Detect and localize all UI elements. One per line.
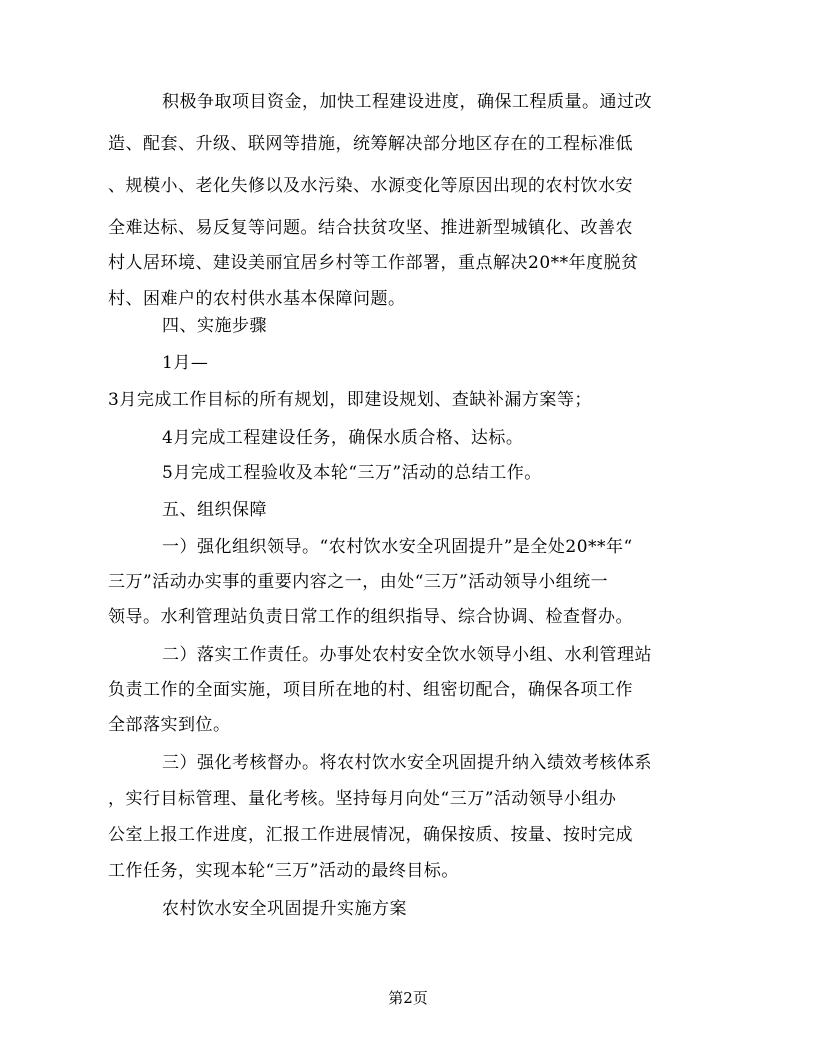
text-line: 农村饮水安全巩固提升实施方案 xyxy=(162,899,407,919)
text-line: 负责工作的全面实施，项目所在地的村、组密切配合，确保各项工作 xyxy=(108,680,633,700)
text-line: 、规模小、老化失修以及水污染、水源变化等原因出现的农村饮水安 xyxy=(108,176,633,196)
text-line: 造、配套、升级、联网等措施，统筹解决部分地区存在的工程标准低 xyxy=(108,134,633,154)
text-line: 4月完成工程建设任务，确保水质合格、达标。 xyxy=(162,428,524,448)
text-line: 村、困难户的农村供水基本保障问题。 xyxy=(108,289,406,309)
text-line: 公室上报工作进度，汇报工作进展情况，确保按质、按量、按时完成 xyxy=(108,825,633,845)
text-line: 领导。水利管理站负责日常工作的组织指导、综合协调、检查督办。 xyxy=(108,607,633,627)
text-line: 三）强化考核督办。将农村饮水安全巩固提升纳入绩效考核体系 xyxy=(162,753,652,773)
text-line: 村人居环境、建设美丽宜居乡村等工作部署，重点解决20**年度脱贫 xyxy=(108,253,639,273)
section-heading: 四、实施步骤 xyxy=(162,316,267,336)
text-line: 全部落实到位。 xyxy=(108,715,231,735)
text-line: 二）落实工作责任。办事处农村安全饮水领导小组、水利管理站 xyxy=(162,645,652,665)
text-line: 3月完成工作目标的所有规划，即建设规划、查缺补漏方案等； xyxy=(108,390,592,410)
text-line: 全难达标、易反复等问题。结合扶贫攻坚、推进新型城镇化、改善农 xyxy=(108,218,633,238)
text-line: ，实行目标管理、量化考核。坚持每月向处“三万”活动领导小组办 xyxy=(108,789,617,809)
text-line: 积极争取项目资金，加快工程建设进度，确保工程质量。通过改 xyxy=(162,92,652,112)
text-line: 一）强化组织领导。“农村饮水安全巩固提升”是全处20**年“ xyxy=(162,537,633,557)
text-line: 三万”活动办实事的重要内容之一，由处“三万”活动领导小组统一 xyxy=(108,572,609,592)
page-number: 第2页 xyxy=(388,989,428,1007)
section-heading: 五、组织保障 xyxy=(162,500,267,520)
text-line: 5月完成工程验收及本轮“三万”活动的总结工作。 xyxy=(162,463,542,483)
text-line: 1月— xyxy=(162,353,209,373)
text-line: 工作任务，实现本轮“三万”活动的最终目标。 xyxy=(108,861,459,881)
